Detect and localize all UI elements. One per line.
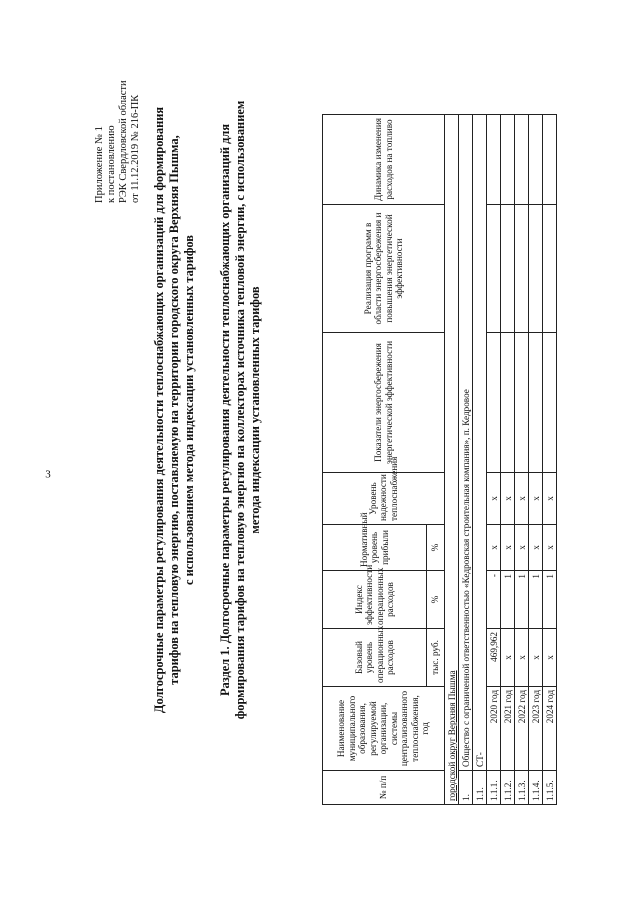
row-base: х xyxy=(529,629,543,687)
title-line: с использованием метода индексации установленных тарифов xyxy=(182,235,196,586)
row-energy xyxy=(515,333,529,473)
appendix-line: к постановлению xyxy=(106,125,117,203)
unit-base: тыс. руб. xyxy=(427,629,445,687)
row-reliability: х xyxy=(529,473,543,525)
row-base: х xyxy=(543,629,557,687)
section-line: Раздел 1. Долгосрочные параметры регулирования деятельности теплоснабжающих организаций для xyxy=(218,123,232,697)
parameters-table xyxy=(322,114,557,805)
system-num: 1.1. xyxy=(473,771,487,805)
row-reliability: х xyxy=(501,473,515,525)
unit-index: % xyxy=(427,571,445,629)
row-fuel xyxy=(487,115,501,205)
header-profit: Нормативный уровень прибыли xyxy=(323,525,427,571)
row-profit: х xyxy=(501,525,515,571)
row-profit: х xyxy=(543,525,557,571)
row-energy xyxy=(529,333,543,473)
title-line: тарифов на тепловую энергию, поставляемую на территории городского округа Верхняя Пышма, xyxy=(167,135,181,685)
header-reliability: Уровень надежности теплоснабжения xyxy=(323,473,445,525)
document-title xyxy=(152,65,197,755)
section-title xyxy=(218,65,263,755)
row-num: 1.1.3. xyxy=(515,771,529,805)
system-name: СТ- xyxy=(473,115,487,771)
row-num: 1.1.1. xyxy=(487,771,501,805)
page-number: 3 xyxy=(45,468,51,481)
org-name: Общество с ограниченной ответственностью «Кедровская строительная компания», п. Кедровое xyxy=(459,115,473,771)
appendix-line: РЭК Свердловской области xyxy=(118,80,129,203)
header-fuel: Динамика изменения расходов на топливо xyxy=(323,115,445,205)
appendix-line: Приложение № 1 xyxy=(94,126,105,203)
table-row xyxy=(487,115,501,805)
row-energy xyxy=(487,333,501,473)
row-reliability: х xyxy=(487,473,501,525)
row-base: 469,962 xyxy=(487,629,501,687)
table-row xyxy=(501,115,515,805)
row-year: 2020 год xyxy=(487,687,501,771)
org-num: 1. xyxy=(459,771,473,805)
row-programs xyxy=(501,205,515,333)
row-year: 2024 год xyxy=(543,687,557,771)
row-index: 1 xyxy=(501,571,515,629)
row-index: 1 xyxy=(515,571,529,629)
row-energy xyxy=(501,333,515,473)
row-profit: х xyxy=(529,525,543,571)
appendix-line: от 11.12.2019 № 216-ПК xyxy=(130,94,141,203)
row-num: 1.1.2. xyxy=(501,771,515,805)
header-programs: Реализация программ в области энергосбережения и повышения энергетической эффективности xyxy=(323,205,445,333)
row-fuel xyxy=(501,115,515,205)
row-energy xyxy=(543,333,557,473)
header-base: Базовый уровень операционных расходов xyxy=(323,629,427,687)
table-row xyxy=(529,115,543,805)
header-index: Индекс эффективности операционных расходов xyxy=(323,571,427,629)
row-index: - xyxy=(487,571,501,629)
header-num: № п/п xyxy=(323,771,445,805)
header-energy-save: Показатели энергосбережения энергетической эффективности xyxy=(323,333,445,473)
row-num: 1.1.4. xyxy=(529,771,543,805)
row-index: 1 xyxy=(529,571,543,629)
district-row: городской округ Верхняя Пышма xyxy=(445,115,459,805)
appendix-block xyxy=(94,80,142,203)
section-line: метода индексации установленных тарифов xyxy=(248,286,262,534)
row-fuel xyxy=(529,115,543,205)
header-name: Наименование муниципального образования, регулируемой организации, системы централизованного теплоснабжения, год xyxy=(323,687,445,771)
row-profit: х xyxy=(487,525,501,571)
row-programs xyxy=(515,205,529,333)
table-row xyxy=(515,115,529,805)
row-year: 2023 год xyxy=(529,687,543,771)
section-line: формирования тарифов на тепловую энергию на коллекторах источника тепловой энергии, с использованием xyxy=(233,100,247,720)
row-programs xyxy=(529,205,543,333)
row-year: 2021 год xyxy=(501,687,515,771)
row-base: х xyxy=(515,629,529,687)
row-base: х xyxy=(501,629,515,687)
table-row xyxy=(543,115,557,805)
row-profit: х xyxy=(515,525,529,571)
title-line: Долгосрочные параметры регулирования деятельности теплоснабжающих организаций для формирования xyxy=(152,106,166,714)
row-index: 1 xyxy=(543,571,557,629)
row-fuel xyxy=(543,115,557,205)
row-year: 2022 год xyxy=(515,687,529,771)
row-reliability: х xyxy=(543,473,557,525)
row-fuel xyxy=(515,115,529,205)
row-programs xyxy=(487,205,501,333)
row-reliability: х xyxy=(515,473,529,525)
row-programs xyxy=(543,205,557,333)
row-num: 1.1.5. xyxy=(543,771,557,805)
unit-profit: % xyxy=(427,525,445,571)
